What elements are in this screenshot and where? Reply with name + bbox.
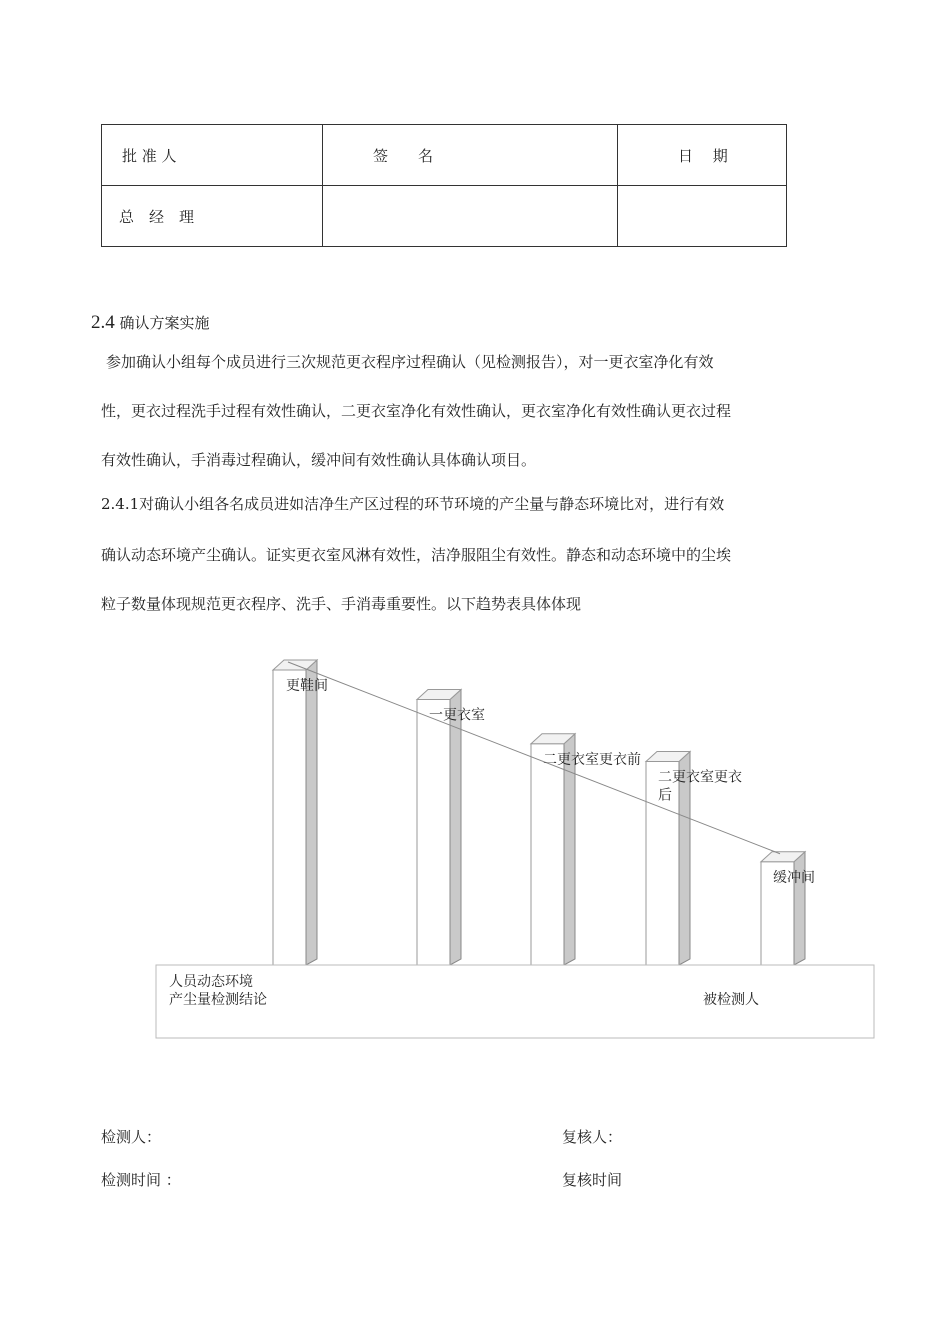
- date-header: 日 期: [618, 125, 787, 186]
- subsection-line-3: 粒子数量体现规范更衣程序、洗手、手消毒重要性。以下趋势表具体体现: [101, 595, 582, 613]
- subsection-line-1: [101, 494, 724, 514]
- inspect-time-label: 检测时间 ：: [101, 1171, 181, 1189]
- inspector-label: 检测人：: [101, 1128, 162, 1146]
- bar: [417, 690, 461, 966]
- reviewer-label: 复核人：: [562, 1128, 623, 1146]
- legend-left-line-1: 人员动态环境: [169, 974, 253, 990]
- bar-label: 二更衣室更衣前: [543, 751, 641, 768]
- approval-table: [101, 124, 787, 247]
- signature-header: 签 名: [323, 125, 618, 186]
- subsection-text-1: 对确认小组各名成员进如洁净生产区过程的环节环境的产尘量与静态环境比对，进行有效: [139, 495, 725, 513]
- date-cell: [618, 186, 787, 247]
- subsection-line-2: 确认动态环境产尘确认。证实更衣室风淋有效性，洁净服阻尘有效性。静态和动态环境中的尘埃: [101, 546, 732, 564]
- bar-side: [564, 734, 575, 965]
- section-heading: [91, 312, 210, 334]
- bar-front: [531, 744, 564, 965]
- bar: [761, 852, 805, 965]
- bar: [273, 660, 317, 965]
- paragraph-line-2: 性，更衣过程洗手过程有效性确认，二更衣室净化有效性确认，更衣室净化有效性确认更衣过程: [101, 402, 732, 420]
- paragraph-line-3: 有效性确认，手消毒过程确认，缓冲间有效性确认具体确认项目。: [101, 451, 537, 469]
- signature-cell: [323, 186, 618, 247]
- legend-left-line-2: 产尘量检测结论: [169, 992, 267, 1008]
- bars-group: [273, 660, 805, 965]
- bar-front: [417, 700, 450, 966]
- table-header-row: [102, 125, 787, 186]
- paragraph-line-1: 参加确认小组每个成员进行三次规范更衣程序过程确认（见检测报告），对一更衣室净化有效: [106, 353, 714, 371]
- bar: [531, 734, 575, 965]
- section-number: 2.4: [91, 312, 115, 333]
- bar-side: [306, 660, 317, 965]
- bar-side: [450, 690, 461, 966]
- bar-side: [794, 852, 805, 965]
- table-row: [102, 186, 787, 247]
- subsection-number: 2.4.1: [101, 495, 140, 513]
- legend-right: 被检测人: [703, 992, 759, 1008]
- section-title: 确认方案实施: [119, 314, 210, 332]
- bar-label: 缓冲间: [773, 869, 815, 886]
- role-cell: 总 经 理: [102, 186, 323, 247]
- approver-header: 批 准 人: [102, 125, 323, 186]
- bar-label: 一更衣室: [429, 707, 485, 724]
- bar-label: 后: [658, 787, 672, 804]
- bar-label: 更鞋间: [286, 678, 328, 694]
- trend-chart: [150, 650, 880, 1042]
- bar-label: 二更衣室更衣: [658, 769, 742, 786]
- bar-front: [273, 670, 306, 965]
- review-time-label: 复核时间: [562, 1171, 623, 1189]
